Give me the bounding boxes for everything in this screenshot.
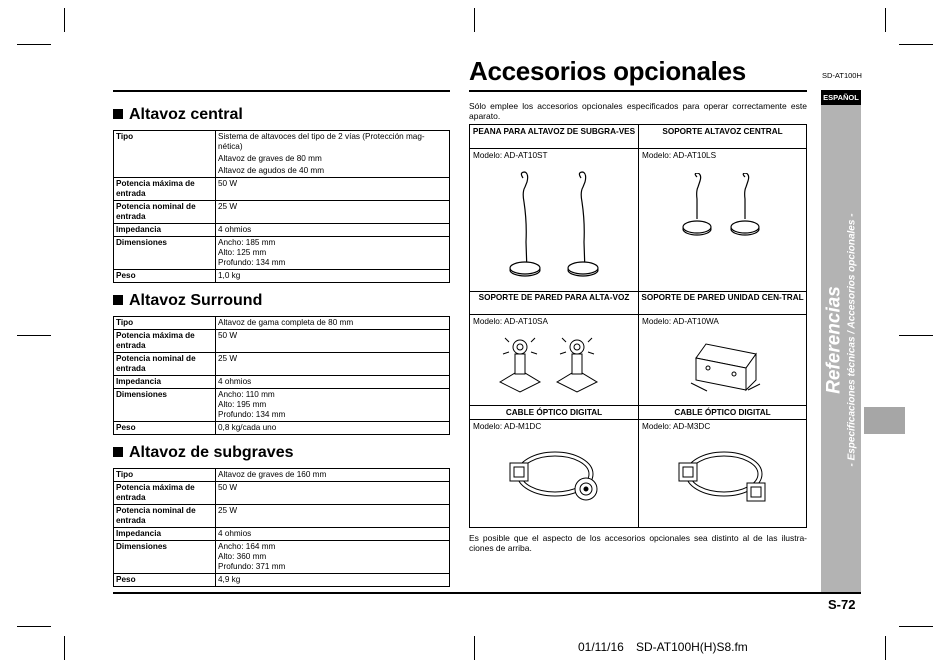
section-title-surround <box>113 292 262 310</box>
grid-line <box>470 419 806 420</box>
outro-text: Es posible que el aspecto de los accesorios opcionales sea distinto al de las ilustra-ciones de arriba. <box>469 533 807 553</box>
sidebar-main-text: Referencias <box>823 286 845 394</box>
spec-value: 4 ohmios <box>216 376 450 389</box>
spec-key: Potencia máxima de entrada <box>114 330 216 353</box>
spec-table-surround <box>113 316 450 435</box>
table-row <box>114 201 450 224</box>
table-row <box>114 178 450 201</box>
table-row <box>114 317 450 330</box>
title-rule <box>113 90 450 92</box>
crop-mark <box>899 626 933 627</box>
spec-value: 25 W <box>216 353 450 376</box>
optical-cable-icon <box>500 447 610 507</box>
spec-line: Ancho: 110 mm <box>218 390 275 399</box>
spec-value <box>216 131 450 178</box>
spec-line: Profundo: 134 mm <box>218 410 286 419</box>
crop-mark <box>899 335 933 336</box>
spec-line: Ancho: 164 mm <box>218 542 276 551</box>
spec-key: Peso <box>114 270 216 283</box>
section-tab-marker <box>864 407 905 434</box>
table-row <box>114 469 450 482</box>
section-title-text: Altavoz central <box>129 106 243 123</box>
model-code: SD-AT100H <box>822 71 862 80</box>
sidebar-label <box>824 213 859 466</box>
spec-value: Altavoz de graves de 160 mm <box>216 469 450 482</box>
grid-divider <box>638 125 639 527</box>
section-title-text: Altavoz de subgraves <box>129 444 294 461</box>
spec-value: 1,0 kg <box>216 270 450 283</box>
crop-mark <box>474 8 475 32</box>
spec-key: Potencia máxima de entrada <box>114 178 216 201</box>
spec-key: Tipo <box>114 317 216 330</box>
table-row <box>114 541 450 574</box>
spec-key: Impedancia <box>114 528 216 541</box>
spec-value: 50 W <box>216 482 450 505</box>
crop-mark <box>17 335 51 336</box>
spec-key: Dimensiones <box>114 389 216 422</box>
grid-line <box>470 291 806 292</box>
table-row <box>114 422 450 435</box>
section-title-subwoofer <box>113 444 294 462</box>
spec-table-central <box>113 130 450 283</box>
crop-mark <box>474 636 475 660</box>
bottom-rule <box>113 592 861 594</box>
spec-key: Potencia nominal de entrada <box>114 505 216 528</box>
spec-value <box>216 541 450 574</box>
spec-line: Ancho: 185 mm <box>218 238 276 247</box>
spec-value: 25 W <box>216 505 450 528</box>
accessory-header: SOPORTE DE PARED PARA ALTA-VOZ <box>478 293 630 302</box>
accessory-header: CABLE ÓPTICO DIGITAL <box>674 408 771 417</box>
table-row <box>114 505 450 528</box>
table-row <box>114 528 450 541</box>
spec-value: 4 ohmios <box>216 224 450 237</box>
spec-value: 50 W <box>216 178 450 201</box>
spec-key: Dimensiones <box>114 237 216 270</box>
optical-cable-icon <box>669 447 779 507</box>
spec-value: 25 W <box>216 201 450 224</box>
spec-value: 4,9 kg <box>216 574 450 587</box>
accessory-header: CABLE ÓPTICO DIGITAL <box>505 408 603 417</box>
accessory-model: Modelo: AD-M3DC <box>642 422 711 431</box>
crop-mark <box>64 636 65 660</box>
grid-line <box>470 148 806 149</box>
table-row <box>114 376 450 389</box>
section-title-central <box>113 106 243 124</box>
crop-mark <box>885 8 886 32</box>
accessory-header: PEANA PARA ALTAVOZ DE SUBGRA-VES <box>472 127 636 136</box>
spec-key: Impedancia <box>114 224 216 237</box>
accessory-model: Modelo: AD-AT10SA <box>473 317 548 326</box>
grid-line <box>470 314 806 315</box>
spec-line: Altavoz de agudos de 40 mm <box>218 166 325 175</box>
spec-key: Dimensiones <box>114 541 216 574</box>
accessory-header: SOPORTE ALTAVOZ CENTRAL <box>662 127 783 136</box>
spec-value: 50 W <box>216 330 450 353</box>
accessory-model: Modelo: AD-M1DC <box>473 422 542 431</box>
speaker-wall-bracket-icon <box>495 332 610 397</box>
bullet-square-icon <box>113 109 123 119</box>
spec-key: Potencia nominal de entrada <box>114 353 216 376</box>
table-row <box>114 574 450 587</box>
spec-value <box>216 389 450 422</box>
spec-value: 0,8 kg/cada uno <box>216 422 450 435</box>
table-row <box>114 389 450 422</box>
grid-line <box>470 405 806 406</box>
crop-mark <box>17 44 51 45</box>
spec-table-subwoofer <box>113 468 450 587</box>
spec-value: Altavoz de gama completa de 80 mm <box>216 317 450 330</box>
spec-key: Impedancia <box>114 376 216 389</box>
crop-mark <box>64 8 65 32</box>
section-title-text: Altavoz Surround <box>129 292 263 309</box>
bullet-square-icon <box>113 447 123 457</box>
footer-file: SD-AT100H(H)S8.fm <box>636 640 748 654</box>
floor-speaker-stand-icon <box>505 170 605 280</box>
spec-line: Profundo: 134 mm <box>218 258 286 267</box>
table-row <box>114 353 450 376</box>
language-tab: ESPAÑOL <box>821 90 861 105</box>
table-row <box>114 131 450 178</box>
accessory-model: Modelo: AD-AT10WA <box>642 317 719 326</box>
center-speaker-stand-icon <box>675 173 775 243</box>
spec-line: Altavoz de graves de 80 mm <box>218 154 322 163</box>
spec-key: Tipo <box>114 131 216 178</box>
page-title: Accesorios opcionales <box>469 56 746 86</box>
sidebar-sub-text: - Especificaciones técnicas / Accesorios opcionales - <box>846 213 858 467</box>
accessories-grid <box>469 124 807 528</box>
table-row <box>114 237 450 270</box>
spec-line: Alto: 195 mm <box>218 400 267 409</box>
spec-value <box>216 237 450 270</box>
spec-key: Tipo <box>114 469 216 482</box>
crop-mark <box>17 626 51 627</box>
crop-mark <box>885 636 886 660</box>
table-row <box>114 270 450 283</box>
accessory-header: SOPORTE DE PARED UNIDAD CEN-TRAL <box>641 293 804 302</box>
table-row <box>114 224 450 237</box>
title-rule <box>469 90 807 92</box>
bullet-square-icon <box>113 295 123 305</box>
spec-key: Peso <box>114 422 216 435</box>
crop-mark <box>899 44 933 45</box>
spec-line: Sistema de altavoces del tipo de 2 vías (Protección mag-nética) <box>218 132 425 151</box>
footer-date: 01/11/16 <box>578 640 624 654</box>
spec-key: Potencia máxima de entrada <box>114 482 216 505</box>
page-number: S-72 <box>828 597 856 612</box>
intro-text: Sólo emplee los accesorios opcionales especificados para operar correctamente este aparato. <box>469 101 807 121</box>
spec-value: 4 ohmios <box>216 528 450 541</box>
table-row <box>114 330 450 353</box>
table-row <box>114 482 450 505</box>
spec-key: Peso <box>114 574 216 587</box>
spec-key: Potencia nominal de entrada <box>114 201 216 224</box>
spec-line: Profundo: 371 mm <box>218 562 286 571</box>
accessory-model: Modelo: AD-AT10ST <box>473 151 548 160</box>
accessory-model: Modelo: AD-AT10LS <box>642 151 717 160</box>
main-unit-wall-bracket-icon <box>688 338 768 393</box>
spec-line: Alto: 360 mm <box>218 552 267 561</box>
spec-line: Alto: 125 mm <box>218 248 267 257</box>
